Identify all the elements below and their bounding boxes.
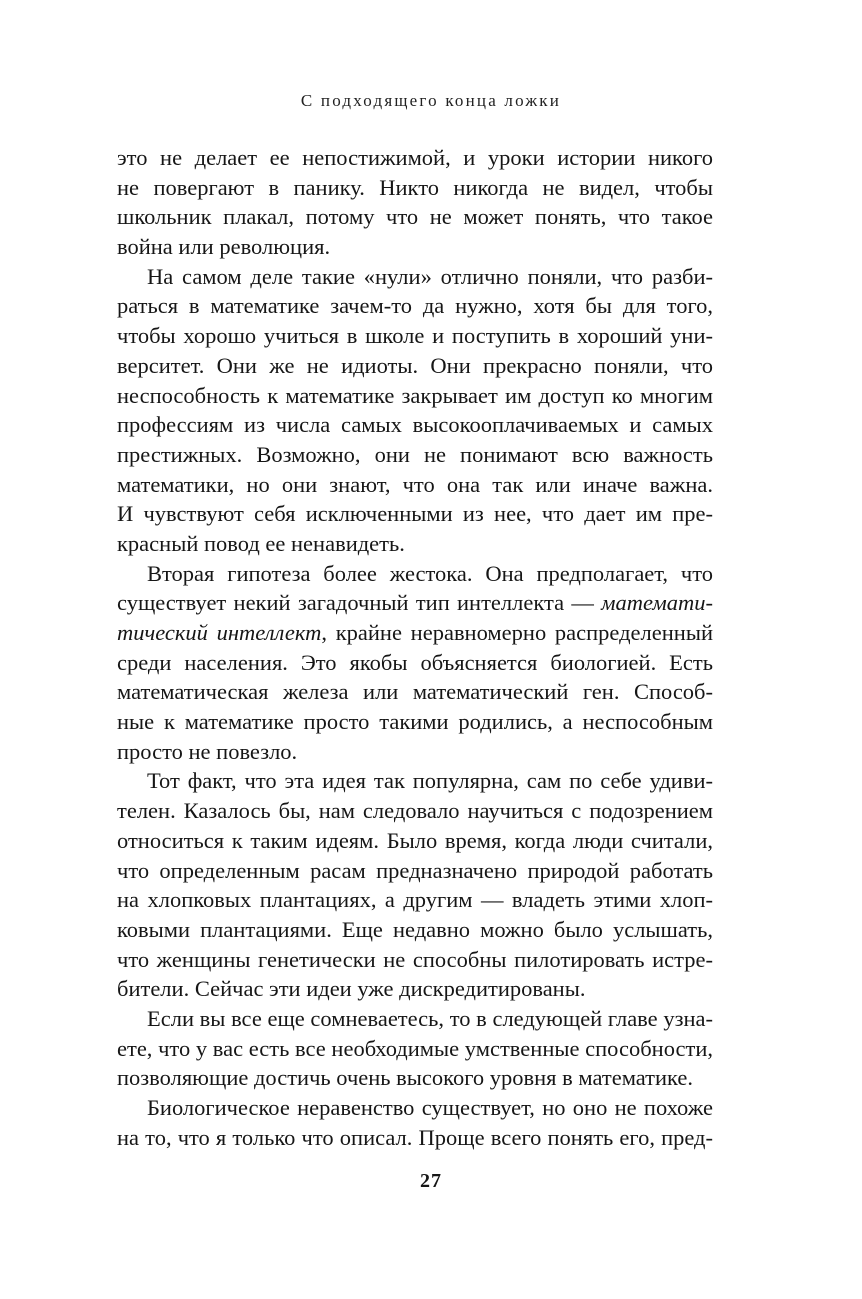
italic-term: математи- — [601, 590, 713, 616]
text-line: математики, но они знают, что она так или иначе важна. — [117, 471, 713, 497]
text-line: И чувствуют себя исключенными из нее, что дает им пре- — [117, 501, 713, 527]
running-head: С подходящего конца ложки — [300, 91, 562, 110]
text-line: Если вы все еще сомневаетесь, то в следующей главе узна- — [147, 1005, 713, 1031]
paragraph-5 — [117, 1004, 713, 1093]
text-line: чтобы хорошо учиться в школе и поступить в хороший уни- — [117, 323, 713, 349]
text-line: Тот факт, что эта идея так популярна, сам по себе удиви- — [147, 768, 713, 794]
text-line: относиться к таким идеям. Было время, когда люди считали, — [117, 827, 713, 853]
text-line: математическая железа или математический ген. Способ- — [117, 679, 713, 705]
text-line: бители. Сейчас эти идеи уже дискредитированы. — [117, 976, 586, 1002]
text-line: телен. Казалось бы, нам следовало научиться с подозрением — [117, 798, 713, 824]
paragraph-6 — [117, 1093, 713, 1152]
text-line: это не делает ее непостижимой, и уроки истории никого — [117, 145, 713, 170]
paragraph-4 — [117, 766, 713, 1004]
paragraph-1 — [117, 143, 713, 262]
text-line: среди населения. Это якобы объясняется биологией. Есть — [117, 649, 713, 675]
text-line: война или революция. — [117, 234, 331, 260]
paragraph-3 — [117, 559, 713, 767]
text-line: верситет. Они же не идиоты. Они прекрасно поняли, что — [117, 352, 713, 378]
page-number: 27 — [420, 1170, 442, 1192]
text-line: ные к математике просто такими родились, а неспособным — [117, 709, 713, 735]
text-line: что женщины генетически не способны пилотировать истре- — [117, 946, 713, 972]
text-line: престижных. Возможно, они не понимают всю важность — [117, 441, 713, 467]
text-line: позволяющие достичь очень высокого уровня в математике. — [117, 1065, 694, 1091]
text-line: неспособность к математике закрывает им доступ ко многим — [117, 382, 713, 408]
text-line — [117, 618, 713, 648]
text-line: Биологическое неравенство существует, но оно не похоже — [147, 1095, 713, 1120]
italic-term: тический интеллект — [117, 620, 322, 645]
text-line: Вторая гипотеза более жестока. Она предполагает, что — [147, 560, 713, 586]
text-line: на то, что я только что описал. Проще всего понять его, пред- — [117, 1124, 713, 1150]
text-line: красный повод ее ненавидеть. — [117, 530, 405, 556]
text-line: на хлопковых плантациях, а другим — владеть этими хлоп- — [117, 887, 713, 913]
text-line: На самом деле такие «нули» отлично поняли, что разби- — [147, 263, 713, 289]
text-line: профессиям из числа самых высокооплачиваемых и самых — [117, 412, 713, 438]
text-line: ете, что у вас есть все необходимые умственные способности, — [117, 1035, 713, 1061]
text-line: что определенным расам предназначено природой работать — [117, 857, 713, 883]
text-segment: , крайне неравномерно распределенный — [321, 620, 713, 645]
text-line: ковыми плантациями. Еще недавно можно было услышать, — [117, 916, 713, 942]
text-line: не повергают в панику. Никто никогда не видел, чтобы — [117, 174, 713, 200]
paragraph-2 — [117, 262, 713, 559]
text-line: просто не повезло. — [117, 738, 298, 764]
text-line: раться в математике зачем-то да нужно, хотя бы для того, — [117, 293, 713, 319]
body-text — [117, 143, 713, 1152]
text-line — [117, 588, 713, 618]
text-line: школьник плакал, потому что не может понять, что такое — [117, 204, 713, 230]
text-segment: существует некий загадочный тип интеллекта — — [117, 590, 602, 616]
